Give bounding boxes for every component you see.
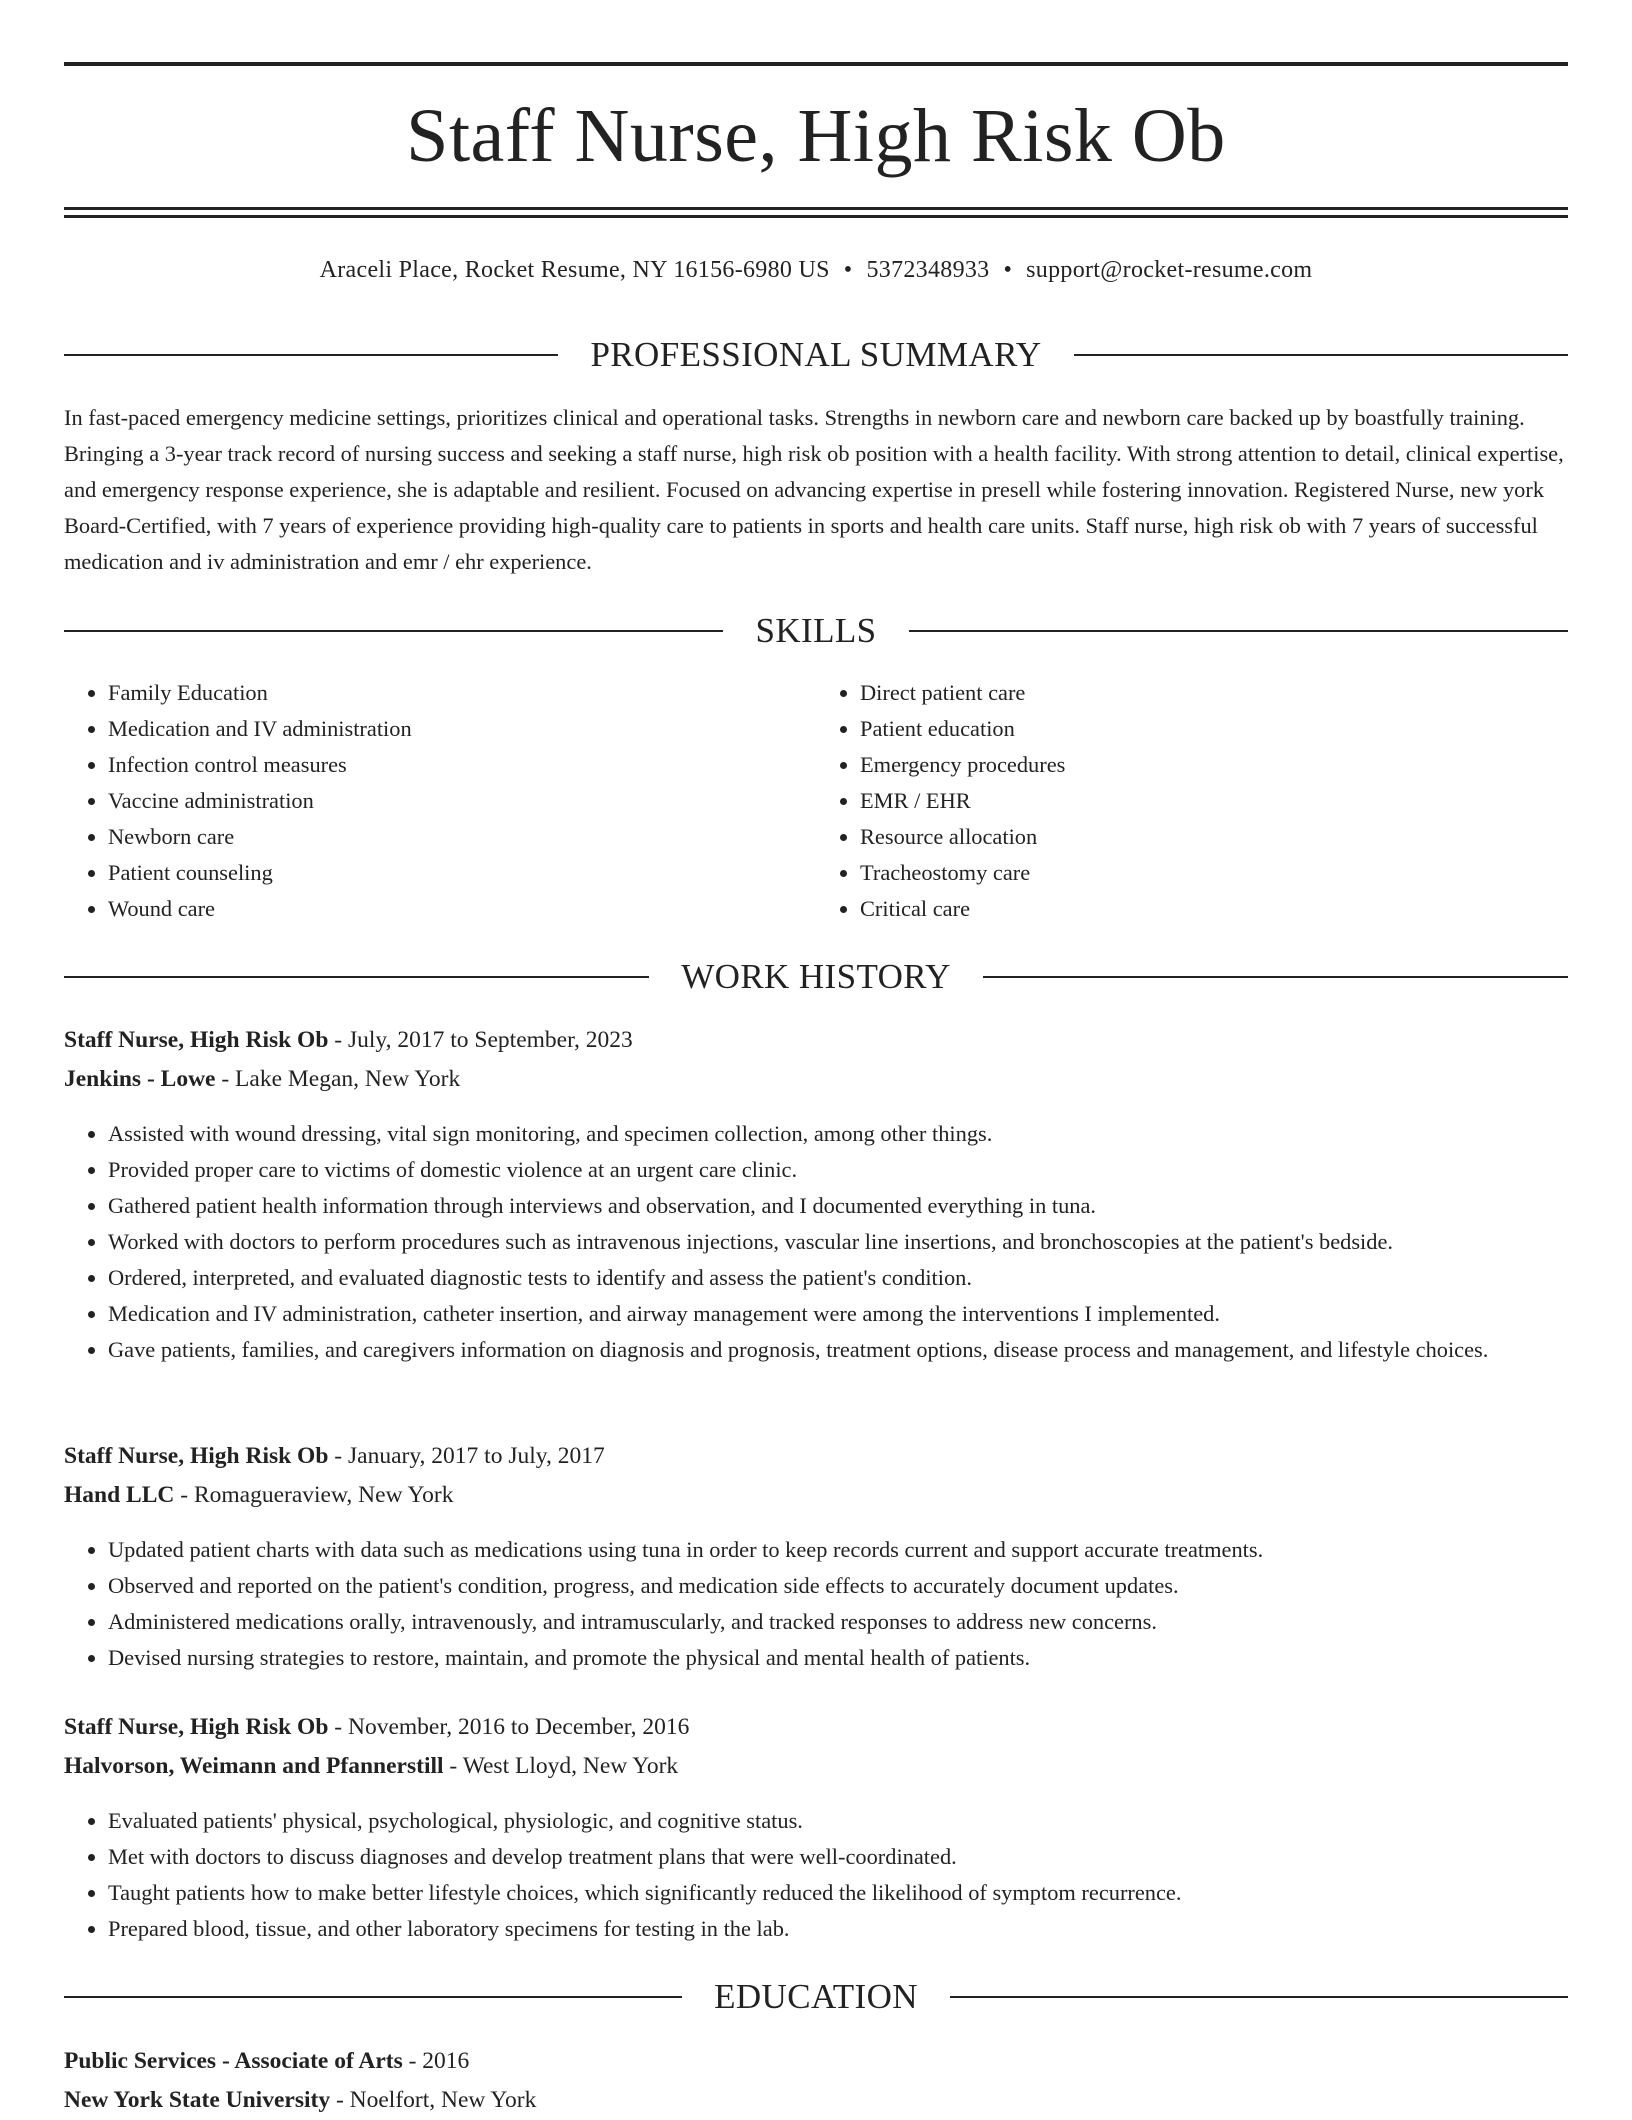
job-bullet: • Observed and reported on the patient's condition, progress, and medication side effects to accurately document updates. [108,1568,1568,1604]
section-title: WORK HISTORY [681,957,951,996]
job-dates: - January, 2017 to July, 2017 [328,1443,605,1469]
skill-item: • EMR / EHR [860,783,1568,819]
education-school: New York State University [64,2087,331,2113]
job-bullet: • Updated patient charts with data such as medications using tuna in order to keep records current and support accurate treatments. [108,1532,1568,1568]
work-history-section-heading [64,959,1568,994]
summary-section [64,400,1568,580]
job-bullet: • Administered medications orally, intravenously, and intramuscularly, and tracked responses to address new concerns. [108,1604,1568,1640]
skills-section-heading [64,613,1568,648]
section-title: PROFESSIONAL SUMMARY [590,335,1042,374]
education-degree: Public Services - Associate of Arts [64,2048,403,2074]
header-double-rule [64,207,1568,218]
job-location: - West Lloyd, New York [443,1753,679,1779]
education-year: - 2016 [402,2048,470,2074]
job-entry [64,1021,1568,1099]
job-company-line [64,1476,1568,1515]
header [64,94,1568,178]
skill-item: • Wound care [108,891,816,927]
job-bullet: • Assisted with wound dressing, vital sign monitoring, and specimen collection, among other things. [108,1116,1568,1152]
skill-item: • Tracheostomy care [860,855,1568,891]
job-location: - Lake Megan, New York [215,1066,461,1092]
job-title-line [64,1437,1568,1476]
contact-address: Araceli Place, Rocket Resume, NY 16156-6980 US [319,257,830,283]
job-bullets [64,1532,1568,1676]
job-bullet: • Met with doctors to discuss diagnoses and develop treatment plans that were well-coordinated. [108,1839,1568,1875]
skill-item: • Infection control measures [108,747,816,783]
job-title-line [64,1708,1568,1747]
job-location: - Romagueraview, New York [174,1482,454,1508]
job-dates: - November, 2016 to December, 2016 [328,1714,690,1740]
skill-item: • Medication and IV administration [108,711,816,747]
job-bullet: • Ordered, interpreted, and evaluated diagnostic tests to identify and assess the patient's condition. [108,1260,1568,1296]
contact-line [64,256,1568,285]
skill-item: • Emergency procedures [860,747,1568,783]
education-section-heading [64,1979,1568,2014]
job-bullets [64,1116,1568,1368]
job-bullet: • Worked with doctors to perform procedures such as intravenous injections, vascular line insertions, and bronchoscopies at the patient's bedside. [108,1224,1568,1260]
skill-item: • Newborn care [108,819,816,855]
job-company: Hand LLC [64,1482,175,1508]
job-bullets [64,1803,1568,1947]
job-title: Staff Nurse, High Risk Ob [64,1027,329,1053]
job-entry [64,1708,1568,1786]
job-bullet: • Medication and IV administration, catheter insertion, and airway management were among the interventions I implemented. [108,1296,1568,1332]
skill-item: • Patient education [860,711,1568,747]
skills-list-right [816,675,1568,927]
job-dates: - July, 2017 to September, 2023 [328,1027,633,1053]
education-entry [64,2042,1568,2120]
job-company-line [64,1747,1568,1786]
job-company-line [64,1060,1568,1099]
skills-list-left [64,675,816,927]
section-title: EDUCATION [714,1977,918,2016]
job-bullet: • Gathered patient health information through interviews and observation, and I documented everything in tuna. [108,1188,1568,1224]
skill-item: • Patient counseling [108,855,816,891]
job-title-line [64,1021,1568,1060]
summary-section-heading [64,337,1568,372]
skills-section [64,675,1568,927]
education-degree-line [64,2042,1568,2081]
job-company: Halvorson, Weimann and Pfannerstill [64,1753,444,1779]
job-bullet: • Evaluated patients' physical, psychological, physiologic, and cognitive status. [108,1803,1568,1839]
job-company: Jenkins - Lowe [64,1066,216,1092]
job-title: Staff Nurse, High Risk Ob [64,1714,329,1740]
job-entry [64,1437,1568,1515]
job-bullet: • Devised nursing strategies to restore, maintain, and promote the physical and mental health of patients. [108,1640,1568,1676]
job-bullet: • Prepared blood, tissue, and other laboratory specimens for testing in the lab. [108,1911,1568,1947]
summary-text: In fast-paced emergency medicine settings, prioritizes clinical and operational tasks. Strengths in newborn care and newborn care backed up by boastfully training. Bringing a 3-year track record of nursing success and seeking a staff nurse, high risk ob position with a health facility. With strong attention to detail, clinical expertise, and emergency response experience, she is adaptable and resilient. Focused on advancing expertise in presell while fostering innovation. Registered Nurse, new york Board-Certified, with 7 years of experience providing high-quality care to patients in sports and health care units. Staff nurse, high risk ob with 7 years of successful medication and iv administration and emr / ehr experience. [64,405,1564,574]
page-title: Staff Nurse, High Risk Ob [406,94,1226,178]
skill-item: • Family Education [108,675,816,711]
skill-item: • Resource allocation [860,819,1568,855]
contact-phone: 5372348933 [866,257,990,283]
contact-email: support@rocket-resume.com [1026,257,1313,283]
skill-item: • Critical care [860,891,1568,927]
section-title: SKILLS [755,611,877,650]
education-school-line [64,2081,1568,2120]
contact-separator: • [1003,257,1013,283]
header-top-rule [64,62,1568,66]
contact-separator: • [843,257,853,283]
skill-item: • Direct patient care [860,675,1568,711]
skill-item: • Vaccine administration [108,783,816,819]
job-title: Staff Nurse, High Risk Ob [64,1443,329,1469]
job-bullet: • Provided proper care to victims of domestic violence at an urgent care clinic. [108,1152,1568,1188]
job-bullet: • Gave patients, families, and caregivers information on diagnosis and prognosis, treatment options, disease process and management, and lifestyle choices. [108,1332,1568,1368]
job-bullet: • Taught patients how to make better lifestyle choices, which significantly reduced the likelihood of symptom recurrence. [108,1875,1568,1911]
education-location: - Noelfort, New York [330,2087,537,2113]
